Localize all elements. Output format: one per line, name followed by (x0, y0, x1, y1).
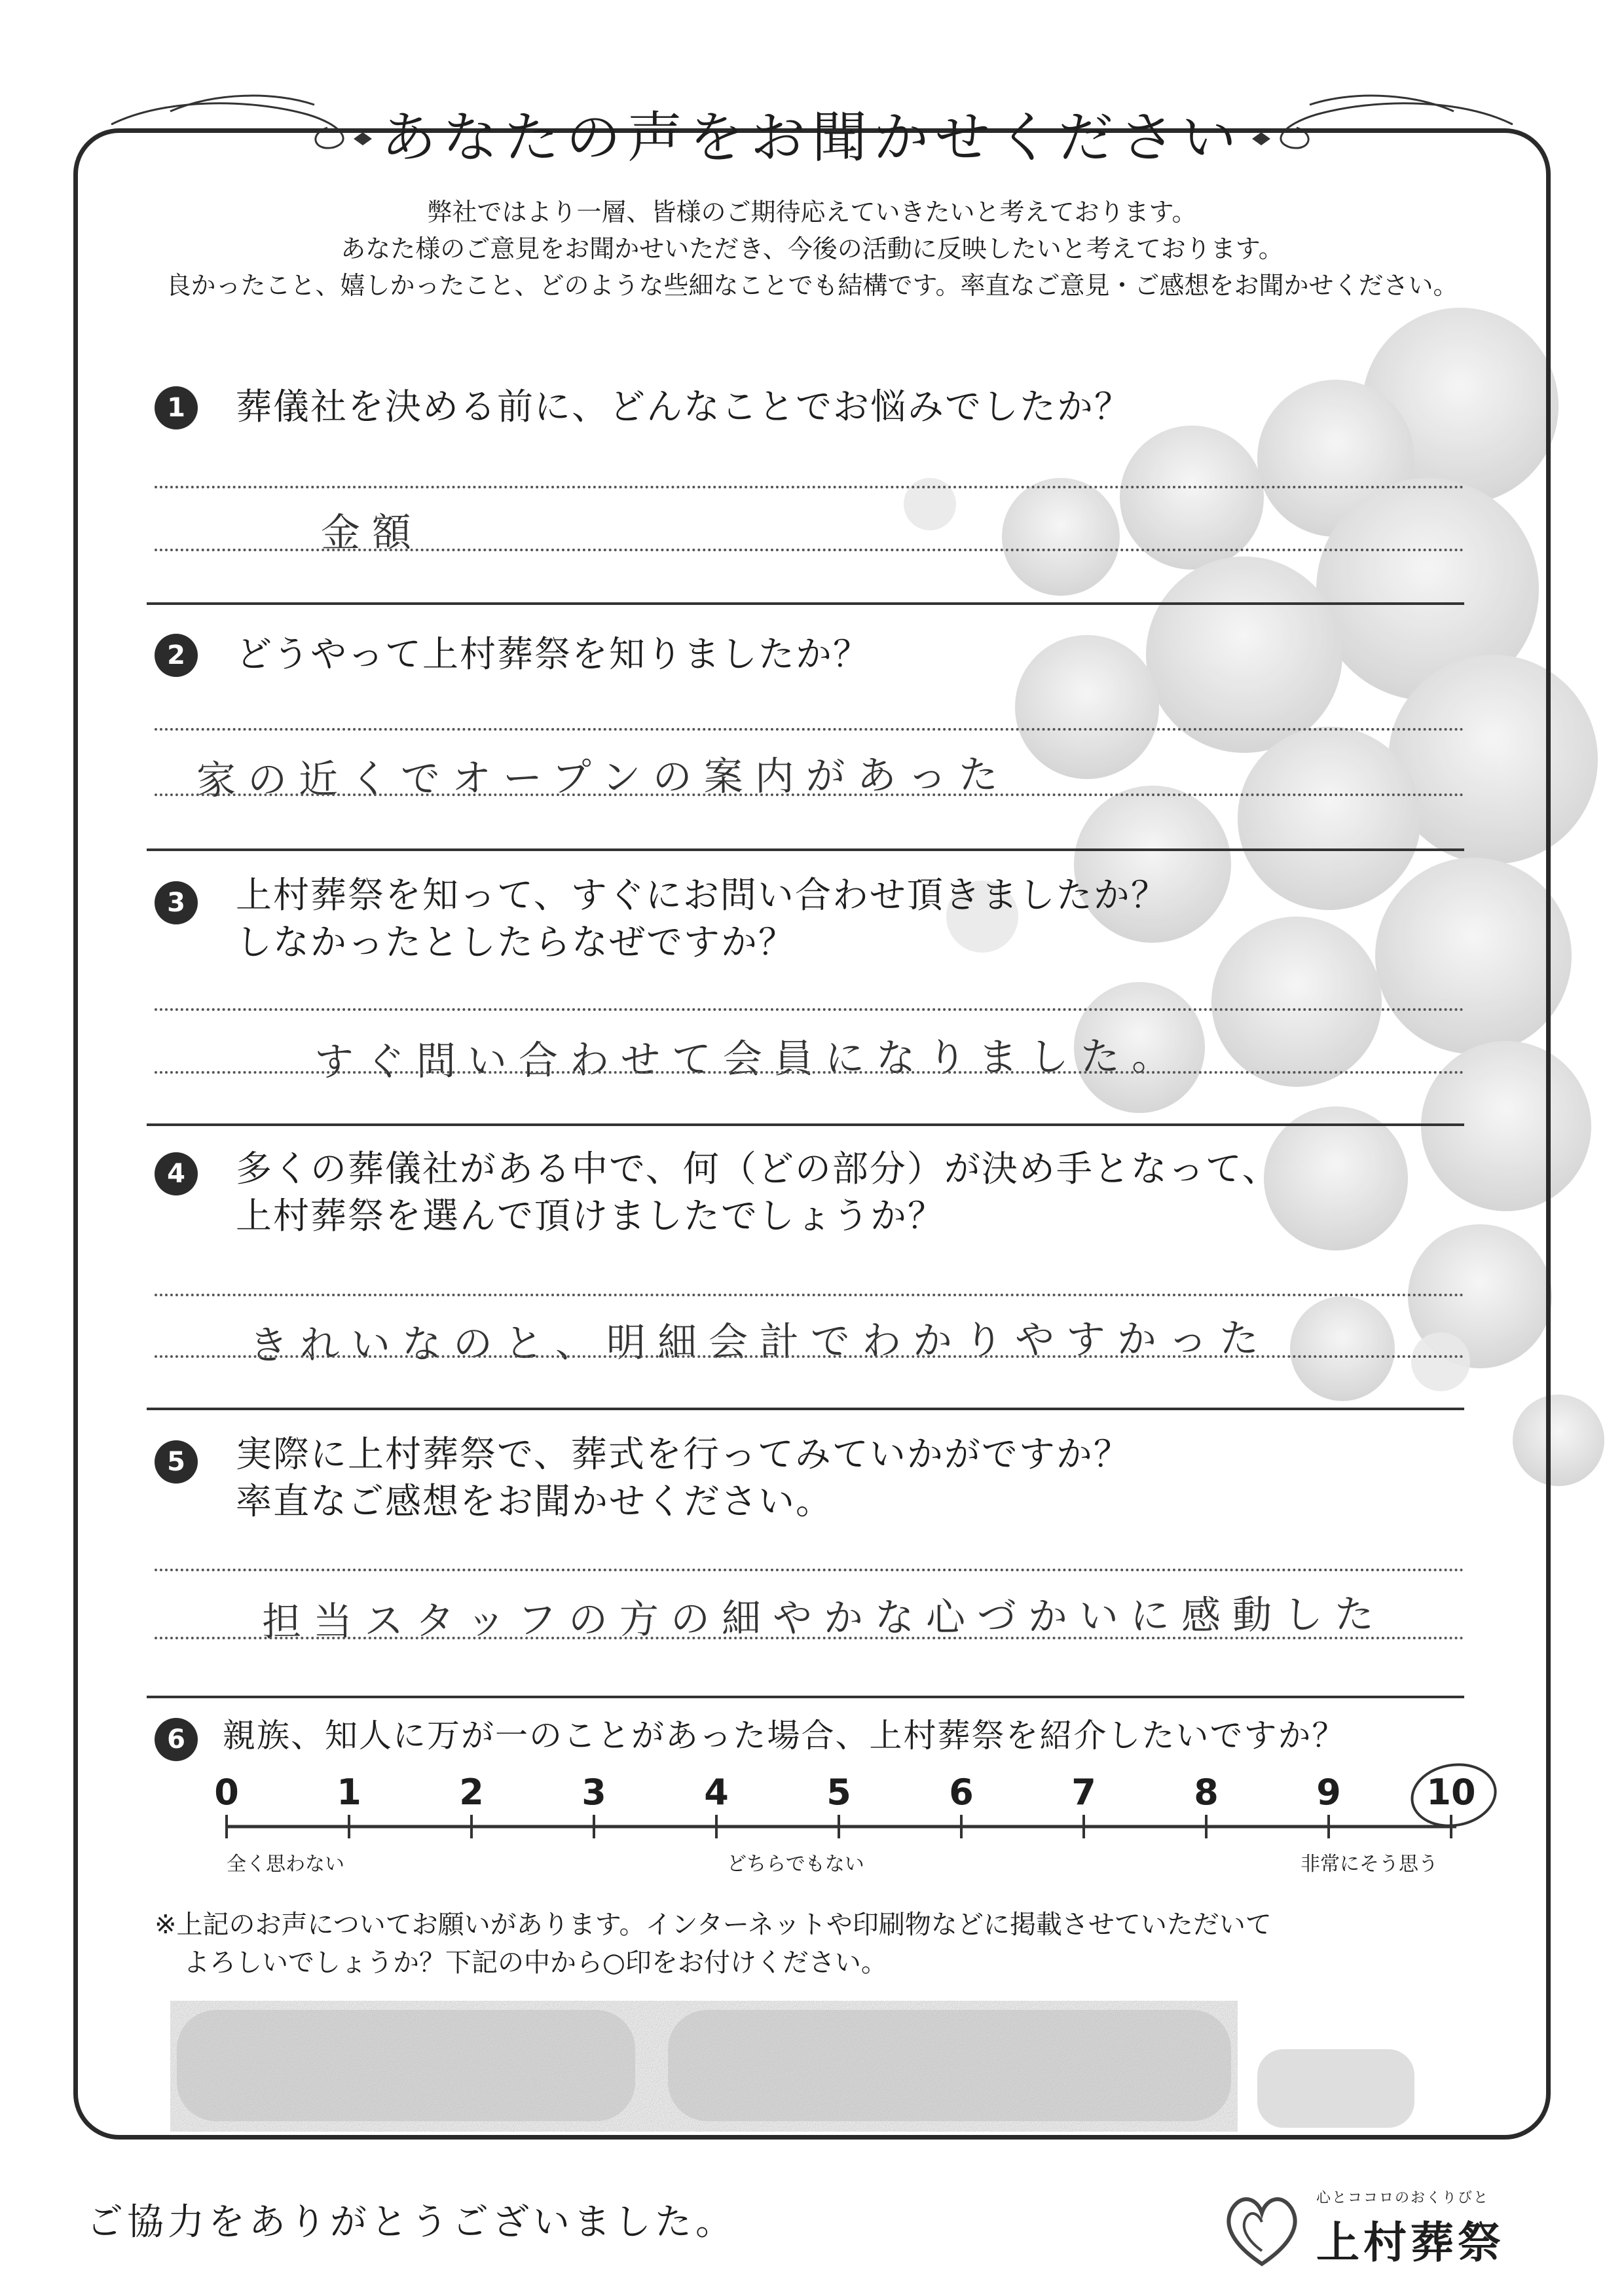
scale-tick-label: 3 (581, 1772, 606, 1813)
question-number-badge: 6 (155, 1718, 198, 1761)
intro-line-2: あなた様のご意見をお聞かせいただき、今後の活動に反映したいと考えております。 (341, 234, 1283, 263)
scale-label-mid: どちらでもない (727, 1853, 864, 1876)
answer-5-handwriting: 担当スタッフの方の細やかな心づかいに感動した (261, 1592, 1386, 1645)
thank-you-message: ご協力をありがとうございました。 (86, 2201, 736, 2244)
question-number-badge: 2 (155, 634, 198, 677)
brand-tagline: 心とココロのおくりびと (1316, 2190, 1490, 2206)
scale-label-low: 全く思わない (227, 1853, 344, 1876)
scale-tick-label: 4 (704, 1772, 729, 1813)
answer-3-handwriting: すぐ問い合わせて会員になりました。 (314, 1033, 1183, 1085)
scale-tick-label: 2 (459, 1772, 484, 1813)
question-2-text: どうやって上村葬祭を知りましたか？ (236, 633, 871, 675)
answer-2-handwriting: 家の近くでオープンの案内があった (196, 752, 1010, 804)
scale-tick-label: 0 (214, 1772, 239, 1813)
question-5-text-line-2: 率直なご感想をお聞かせください。 (236, 1480, 834, 1522)
question-4-text-line-2: 上村葬祭を選んで頂けましたでしょうか？ (236, 1195, 946, 1237)
intro-line-1: 弊社ではより一層、皆様のご期待応えていきたいと考えております。 (427, 198, 1197, 227)
answer-1-handwriting: 金額 (320, 509, 424, 556)
consent-note-line-2: よろしいでしょうか？下記の中から○印をお付けください。 (183, 1948, 887, 1978)
question-5-text-line-1: 実際に上村葬祭で、葬式を行ってみていかがですか？ (236, 1433, 1131, 1475)
scale-tick-label: 7 (1071, 1772, 1096, 1813)
answer-4-handwriting: きれいなのと、明細会計でわかりやすかった (248, 1315, 1271, 1369)
question-4-text-line-1: 多くの葬儀社がある中で、何（どの部分）が決め手となって、 (236, 1148, 1280, 1190)
scale-tick-label: 1 (337, 1772, 361, 1813)
scale-tick-label: 5 (826, 1772, 851, 1813)
heart-logo-icon (1219, 2185, 1304, 2277)
question-3-text-line-1: 上村葬祭を知って、すぐにお問い合わせ頂きましたか？ (236, 874, 1168, 916)
question-number-badge: 1 (155, 386, 198, 429)
consent-note-line-1: ※上記のお声についてお願いがあります。インターネットや印刷物などに掲載させていただいて (155, 1910, 1272, 1940)
question-3-text-line-2: しなかったとしたらなぜですか？ (236, 921, 796, 963)
scale-label-high: 非常にそう思う (1301, 1853, 1438, 1876)
brand-name: 上村葬祭 (1316, 2217, 1505, 2268)
scale-tick-label: 6 (949, 1772, 974, 1813)
page-title: あなたの声をお聞かせください (380, 105, 1243, 170)
scale-tick-label: 9 (1316, 1772, 1341, 1813)
question-number-badge: 3 (155, 881, 198, 924)
question-1-text: 葬儀社を決める前に、どんなことでお悩みでしたか？ (236, 386, 1132, 428)
question-6-text: 親族、知人に万が一のことがあった場合、上村葬祭を紹介したいですか？ (223, 1717, 1346, 1755)
intro-line-3: 良かったこと、嬉しかったこと、どのような些細なことでも結構です。率直なご意見・ご感想をお聞かせください。 (166, 271, 1458, 300)
question-number-badge: 4 (155, 1152, 198, 1195)
question-number-badge: 5 (155, 1440, 198, 1484)
scale-tick-label: 8 (1194, 1772, 1219, 1813)
scale-tick-label-selected: 10 (1426, 1772, 1476, 1813)
